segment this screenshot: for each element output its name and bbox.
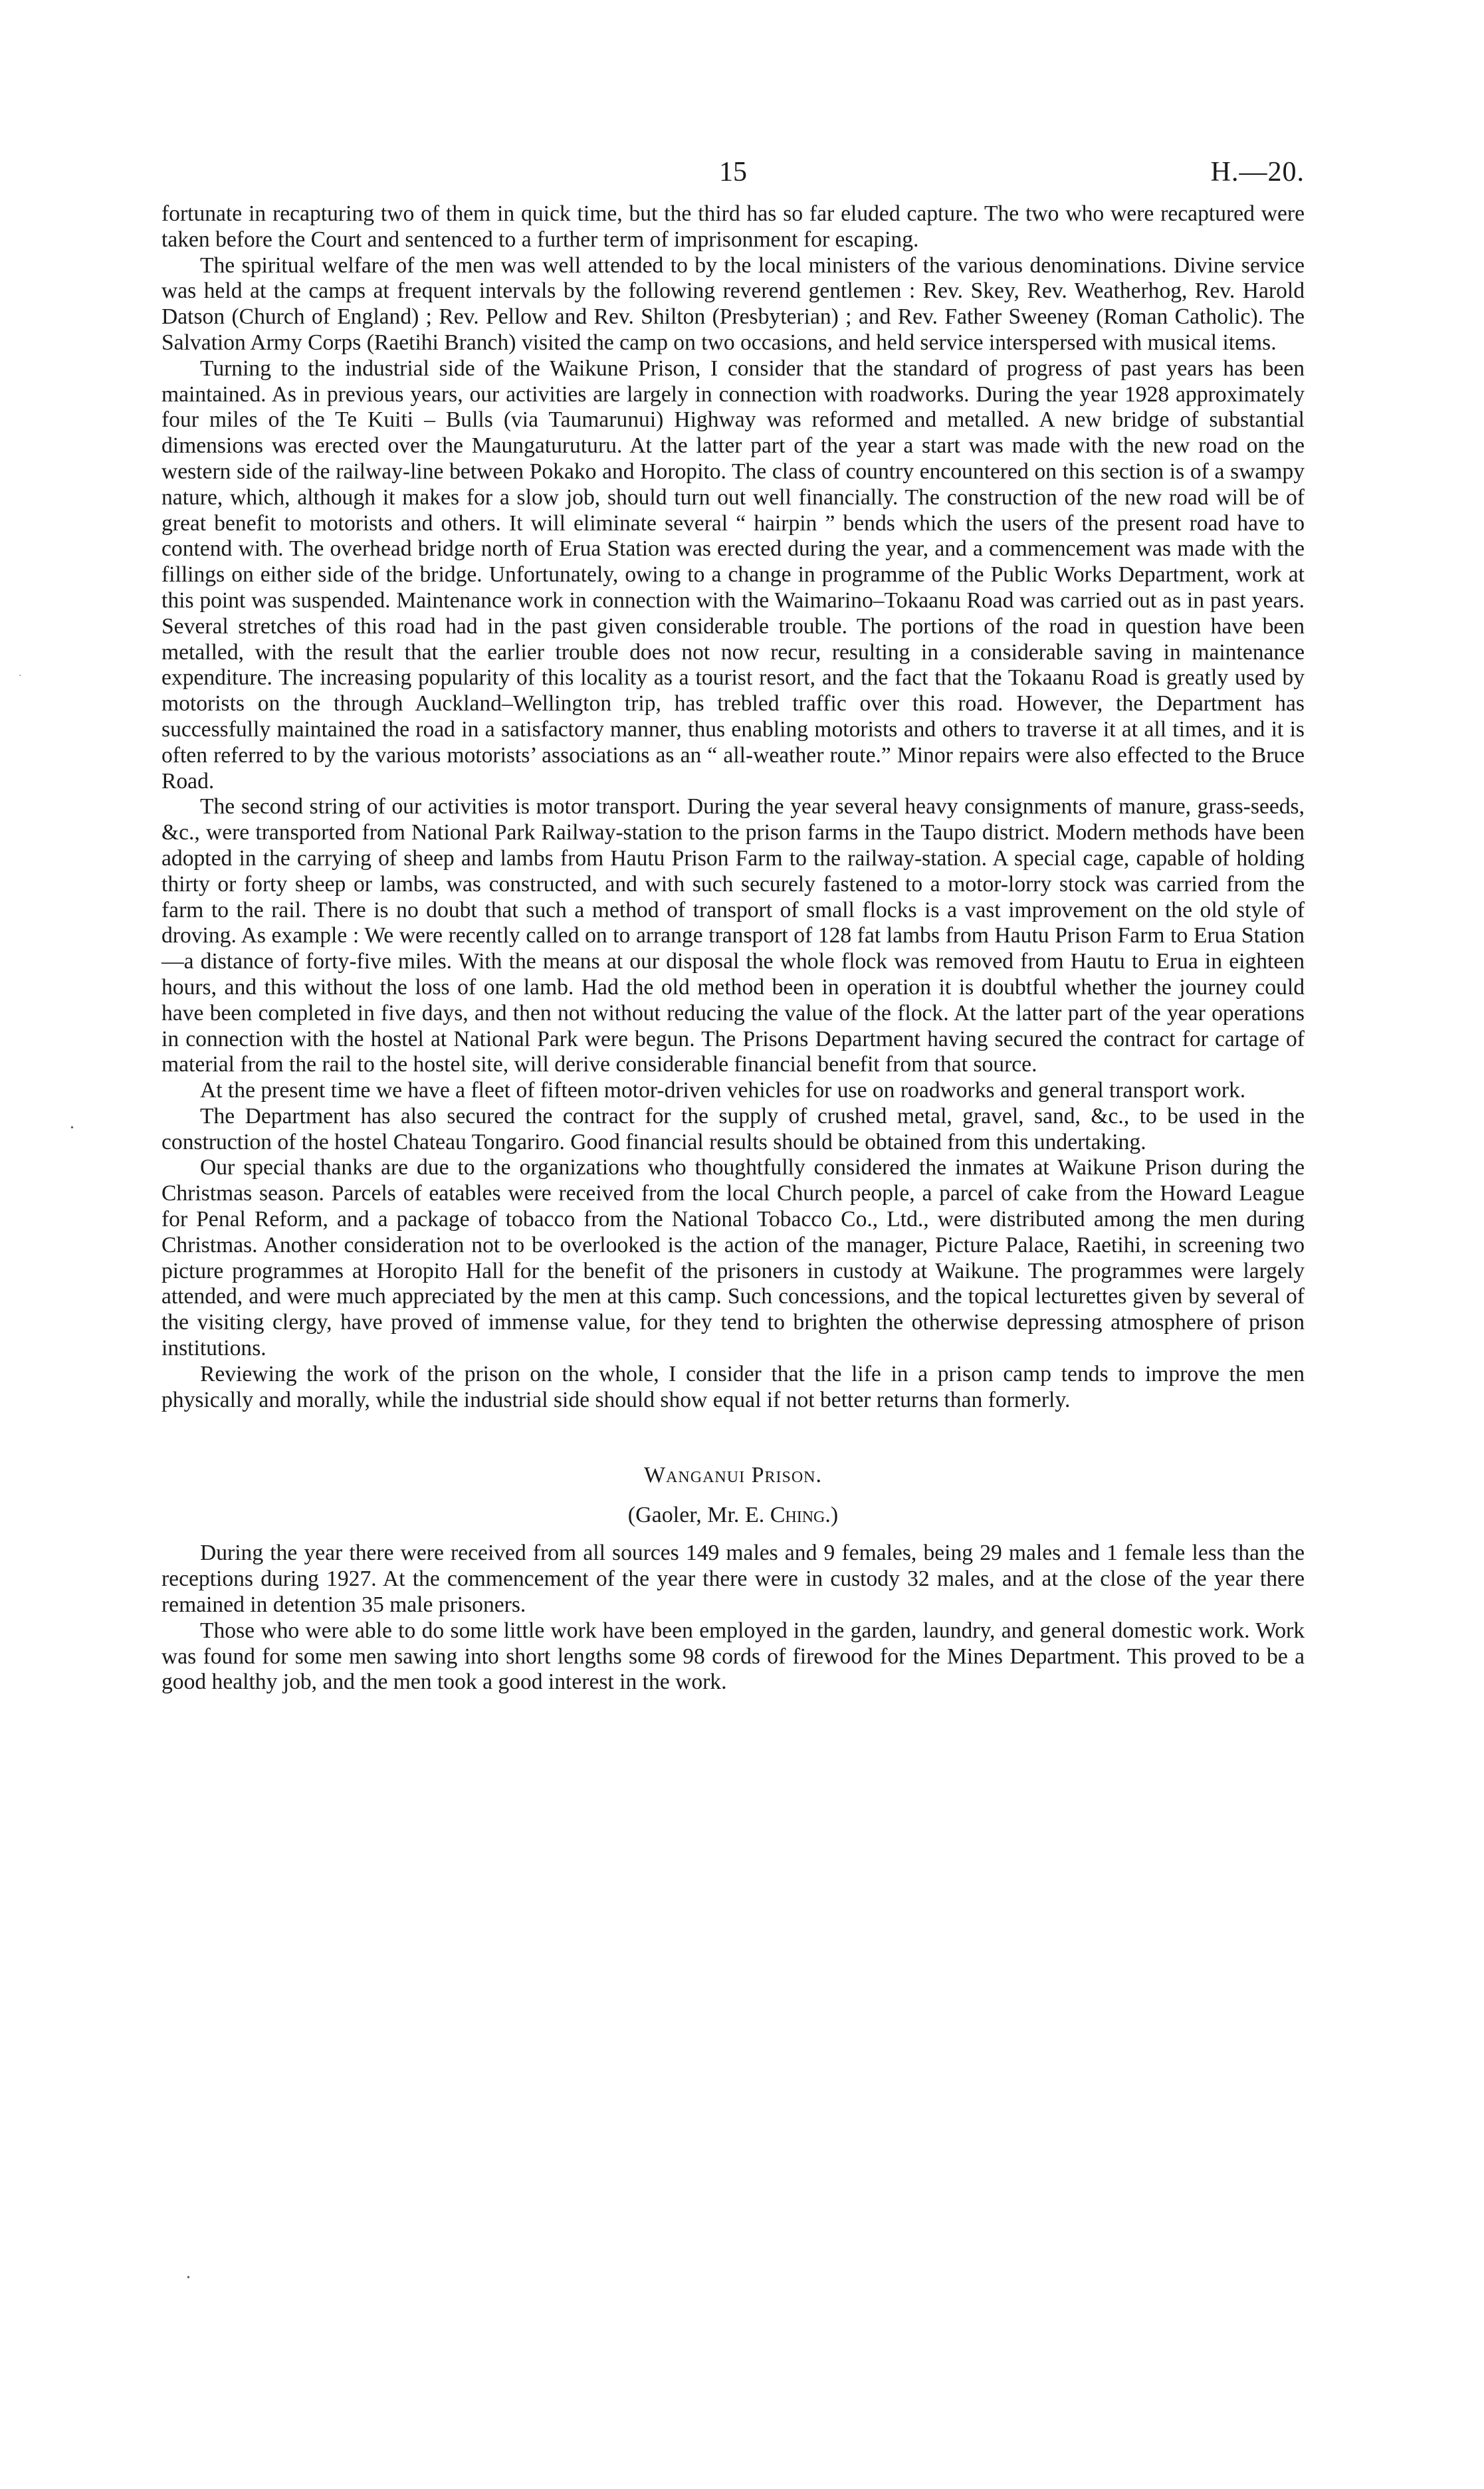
paragraph-receptions: During the year there were received from all sources 149 males and 9 females, being 29 males and 1 female less than the receptions during 1927. At the commencement of the year there were in custody 32 males, and at the close of the year there remained in detention 35 male prisoners. xyxy=(161,1541,1305,1618)
paragraph-motor-transport: The second string of our activities is motor transport. During the year several heavy consignments of manure, grass-seeds, &c., were transported from National Park Railway-station to the prison farms in the Taupo district. Modern methods have been adopted in the carrying of sheep and lambs from Hautu Prison Farm to the railway-station. A special cage, capable of holding thirty or forty sheep or lambs, was constructed, and with such securely fastened to a motor-lorry stock was carried from the farm to the rail. There is no doubt that such a method of transport of small flocks is a vast improvement on the old style of droving. As example : We were recently called on to arrange transport of 128 fat lambs from Hautu Prison Farm to Erua Station—a distance of forty-five miles. With the means at our disposal the whole flock was removed from Hautu to Erua in eighteen hours, and this without the loss of one lamb. Had the old method been in operation it is doubtful whether the journey could have been completed in five days, and then not without reducing the value of the flock. At the latter part of the year operations in connection with the hostel at National Park were begun. The Prisons Department having secured the contract for cartage of material from the rail to the hostel site, will derive considerable financial benefit from that source. xyxy=(161,794,1305,1077)
margin-speck: • xyxy=(70,1123,74,1133)
paragraph-vehicle-fleet: At the present time we have a fleet of fifteen motor-driven vehicles for use on roadworks and general transport work. xyxy=(200,1078,1246,1103)
wanganui-section-body xyxy=(161,1541,1305,1695)
document-reference: H.—20. xyxy=(1210,157,1305,187)
paragraph-crushed-metal-contract: The Department has also secured the contract for the supply of crushed metal, gravel, sand, &c., to be used in the construction of the hostel Chateau Tongariro. Good financial results should be obtained from this undertaking. xyxy=(161,1103,1305,1154)
paragraph-spiritual-welfare: The spiritual welfare of the men was well attended to by the local ministers of the various denominations. Divine service was held at the camps at frequent intervals by the following reverend gentlemen : Rev. Skey, Rev. Weatherhog, Rev. Harold Datson (Church of England) ; Rev. Pellow and Rev. Shilton (Presbyterian) ; and Rev. Father Sweeney (Roman Catholic). The Salvation Army Corps (Raetihi Branch) visited the camp on two occasions, and held service interspersed with musical items. xyxy=(161,253,1305,355)
gaoler-prefix: (Gaoler, Mr. xyxy=(627,1503,745,1528)
margin-speck: • xyxy=(187,2273,190,2283)
paragraph-work-employment: Those who were able to do some little work have been employed in the garden, laundry, and general domestic work. Work was found for some men sawing into short lengths some 98 cords of firewood for the Mines Department. This proved to be a good healthy job, and the men took a good interest in the work. xyxy=(161,1618,1305,1695)
document-page xyxy=(161,156,1305,1695)
page-header xyxy=(161,156,1305,193)
paragraph-industrial-roadworks: Turning to the industrial side of the Waikune Prison, I consider that the standard of progress of past years has been maintained. As in previous years, our activities are largely in connection with roadworks. During the year 1928 approximately four miles of the Te Kuiti – Bulls (via Taumarunui) Highway was reformed and metalled. A new bridge of substantial dimensions was erected over the Maungaturuturu. At the latter part of the year a start was made with the new road on the western side of the railway-line between Pokako and Horopito. The class of country encountered on this section is of a swampy nature, which, although it makes for a slow job, should turn out well financially. The construction of the new road will be of great benefit to motorists and others. It will eliminate several “ hairpin ” bends which the users of the present road have to contend with. The overhead bridge north of Erua Station was erected during the year, and a commencement was made with the fillings on either side of the bridge. Unfortunately, owing to a change in programme of the Public Works Department, work at this point was suspended. Maintenance work in connection with the Waimarino–Tokaanu Road was carried out as in past years. Several stretches of this road had in the past given considerable trouble. The portions of the road in question have been metalled, with the result that the earlier trouble does not now recur, resulting in a considerable saving in maintenance expenditure. The increasing popularity of this locality as a tourist resort, and the fact that the Tokaanu Road is greatly used by motorists on the through Auckland–Wellington trip, has trebled traffic over this road. However, the Department has successfully maintained the road in a satisfactory manner, thus enabling motorists and others to traverse it at all times, and it is often referred to by the various motorists’ associations as an “ all-weather route.” Minor repairs were also effected to the Bruce Road. xyxy=(161,356,1305,794)
gaoler-name: E. Ching xyxy=(744,1503,825,1528)
paragraph-christmas-thanks: Our special thanks are due to the organizations who thoughtfully considered the inmates at Waikune Prison during the Christmas season. Parcels of eatables were received from the local Church people, a parcel of cake from the Howard League for Penal Reform, and a package of tobacco from the National Tobacco Co., Ltd., were distributed among the men during Christmas. Another consideration not to be overlooked is the action of the manager, Picture Palace, Raetihi, in screening two picture programmes at Horopito Hall for the benefit of the prisoners in custody at Waikune. The programmes were largely attended, and were much appreciated by the men at this camp. Such concessions, and the topical lecturettes given by several of the visiting clergy, have proved of immense value, for they tend to brighten the otherwise depressing atmosphere of prison institutions. xyxy=(161,1155,1305,1361)
page-number: 15 xyxy=(719,157,747,187)
section-title-wanganui-prison: Wanganui Prison. xyxy=(644,1463,822,1488)
margin-speck: · xyxy=(19,671,22,681)
waikune-section-body xyxy=(161,201,1305,1413)
paragraph-review: Reviewing the work of the prison on the whole, I consider that the life in a prison camp tends to improve the men physically and morally, while the industrial side should show equal if not better returns than formerly. xyxy=(161,1361,1305,1412)
paragraph-escape-continuation: fortunate in recapturing two of them in quick time, but the third has so far eluded capture. The two who were recaptured were taken before the Court and sentenced to a further term of imprisonment for escaping. xyxy=(161,201,1305,252)
gaoler-suffix: .) xyxy=(825,1503,839,1528)
section-subtitle-gaoler xyxy=(161,1502,1305,1529)
